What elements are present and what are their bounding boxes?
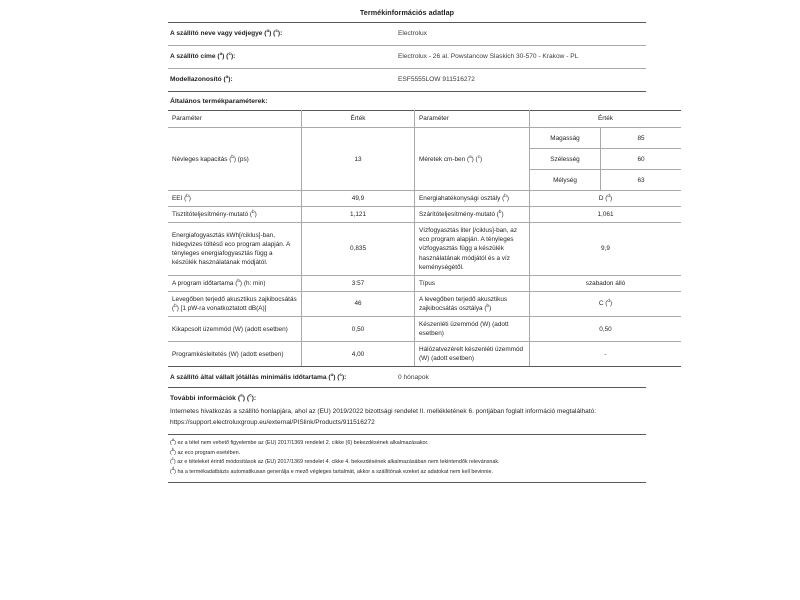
model-identifier-value: ESF5555LOW 911516272 <box>398 75 475 83</box>
cell-delay-start-label: Programkésleltetés (W) (adott esetben) <box>168 342 302 367</box>
supplier-name-label: A szállító neve vagy védjegye ($^a$) ($^c$): <box>170 27 283 37</box>
footnote-ref-b: b <box>504 192 507 198</box>
dimension-label-depth: Mélység <box>530 170 601 191</box>
table-row-capacity-dimensions <box>168 128 681 191</box>
dimension-label-height: Magasság <box>530 128 601 149</box>
footnote-marker-b: b <box>171 446 175 452</box>
footnote-ref-c: c <box>477 153 480 159</box>
table-row-eei-energy-class <box>168 191 681 207</box>
footnote-ref-c: c <box>339 371 342 377</box>
cell-dimensions-label: Méretek cm-ben ($^a$) ($^c$) <box>415 128 530 191</box>
column-header-value-2: Érték <box>530 111 682 128</box>
dimension-row-width <box>530 149 681 170</box>
table-header-row <box>168 111 681 128</box>
footnote-ref-b: b <box>486 302 490 308</box>
footnote-marker-c: c <box>171 456 174 462</box>
footnote-marker-d: d <box>171 465 175 471</box>
cell-type-label: Típus <box>415 275 530 291</box>
column-header-parameter-1: Paraméter <box>168 111 302 128</box>
footnote-ref-d: d <box>607 298 610 304</box>
page-title: Termékinformációs adatlap <box>359 8 455 17</box>
cell-noise-class-value: C ($^d$) <box>530 291 682 316</box>
footnote-d: ($^d$) ha a termékadatbázis automatikusan generálja e mező végleges tartalmát, akkor a szállítónak ezeket az adatokat nem kell bevinnie. <box>170 465 493 475</box>
cell-program-duration-label: A program időtartama ($^b$) (h: min) <box>168 275 302 291</box>
footnote-ref-a: a <box>469 153 472 159</box>
cell-eei-label: EEI ($^b$) <box>168 191 302 207</box>
table-row-noise <box>168 291 681 316</box>
footnote-ref-a: a <box>225 73 229 79</box>
footnote-c: ($^c$) az e tételeket érintő módosítások az (EU) 2017/1369 rendelet 4. cikke 4. bekezdésének alkalmazásában nem tekintendők relevánsnak. <box>170 456 500 466</box>
table-row-cleaning-drying-index <box>168 207 681 223</box>
footnote-ref-a: a <box>266 27 270 33</box>
cell-energy-consumption-value: 0,835 <box>302 223 415 275</box>
footnote-ref-b: b <box>237 277 240 283</box>
dimension-row-height <box>530 128 681 149</box>
cell-water-consumption-value: 9,9 <box>530 223 682 275</box>
footnote-ref-a: a <box>219 50 223 56</box>
footnote-ref-b: b <box>498 209 502 215</box>
footnote-ref-c: c <box>249 393 252 399</box>
dimension-label-width: Szélesség <box>530 149 601 170</box>
cell-off-mode-value: 0,50 <box>302 317 415 342</box>
sheet-content <box>168 0 646 483</box>
warranty-row <box>168 367 646 387</box>
cell-type-value: szabadon álló <box>530 275 682 291</box>
cell-noise-class-label: A levegőben terjedő akusztikus zajkibocsátás osztálya ($^b$) <box>415 291 530 316</box>
cell-off-mode-label: Kikapcsolt üzemmód (W) (adott esetben) <box>168 317 302 342</box>
footnotes-block <box>168 435 646 477</box>
column-header-parameter-2: Paraméter <box>415 111 530 128</box>
footnote-ref-c: c <box>275 27 278 33</box>
cell-water-consumption-label: Vízfogyasztás liter [/ciklus]-ban, az eco program alapján. A tényleges vízfogyasztás függ a készülék használatának módjától és a víz keménységétől. <box>415 223 530 275</box>
cell-networked-standby-value: - <box>530 342 682 367</box>
cell-dimensions-values <box>530 128 682 191</box>
footnote-ref-b: b <box>231 153 234 159</box>
dimensions-subtable <box>530 128 681 190</box>
footnote-ref-b: b <box>174 302 177 308</box>
model-identifier-row <box>168 69 646 91</box>
cell-noise-label: Levegőben terjedő akusztikus zajkibocsátás ($^b$) [1 pW-ra vonatkoztatott dB(A)] <box>168 291 302 316</box>
footnote-ref-d: d <box>607 192 610 198</box>
column-header-value-1: Érték <box>302 111 415 128</box>
cell-networked-standby-label: Hálózatvezérelt készenléti üzemmód (W) (adott esetben) <box>415 342 530 367</box>
supplier-address-value: Electrolux - 26 al. Powstancow Slaskich 30-570 - Krakow - PL <box>398 52 579 60</box>
general-parameters-table <box>168 110 681 367</box>
cell-cleaning-index-value: 1,121 <box>302 207 415 223</box>
dimension-row-depth <box>530 170 681 191</box>
model-identifier-label: Modellazonosító ($^a$): <box>170 73 233 83</box>
supplier-name-row <box>168 23 646 45</box>
supplier-name-value: Electrolux <box>398 29 427 37</box>
table-row-off-standby-mode <box>168 317 681 342</box>
table-row-delay-networked-standby <box>168 342 681 367</box>
footnote-ref-c: c <box>228 50 231 56</box>
warranty-value: 0 hónapok <box>398 373 429 381</box>
footnote-ref-b: b <box>252 209 255 215</box>
table-row-duration-type <box>168 275 681 291</box>
cell-energy-class-label: Energiahatékonysági osztály ($^b$) <box>415 191 530 207</box>
footnote-marker-a: a <box>171 437 175 443</box>
cell-cleaning-index-label: Tisztítóteljesítmény-mutató ($^b$) <box>168 207 302 223</box>
dimension-value-width: 60 <box>601 149 682 170</box>
warranty-label: A szállító által vállalt jótállás minimális időtartama ($^a$) ($^c$): <box>170 371 347 381</box>
further-information-body: Internetes hivatkozás a szállító honlapjára, ahol az (EU) 2019/2022 bizottsági rendelet II. mellékletének 6. pontjában foglalt információ megtalálható: https://support.electroluxgroup.eu/external/PISlink/Products/911516272 <box>170 408 597 426</box>
cell-drying-index-label: Szárítóteljesítmény-mutató ($^b$) <box>415 207 530 223</box>
cell-standby-mode-label: Készenléti üzemmód (W) (adott esetben) <box>415 317 530 342</box>
footnote-ref-a: a <box>240 393 243 399</box>
dimension-value-height: 85 <box>601 128 682 149</box>
footnote-ref-a: a <box>330 371 334 377</box>
cell-rated-capacity-label: Névleges kapacitás ($^b$) (ps) <box>168 128 302 191</box>
footnote-b: ($^b$) az eco program esetében. <box>170 446 241 456</box>
table-row-energy-water-consumption <box>168 223 681 275</box>
cell-energy-consumption-label: Energiafogyasztás kWh[/ciklus]-ban, hidegvizes töltésű eco program alapján. A tényleges energiafogyasztás függ a készülék használatának módjától. <box>168 223 302 275</box>
footnote-ref-b: b <box>186 192 189 198</box>
footnote-a: ($^a$) ez a tétel nem vehető figyelembe az (EU) 2017/1369 rendelet 2. cikke (6) bekezdésének alkalmazásakor. <box>170 437 429 447</box>
dimension-value-depth: 63 <box>637 176 645 184</box>
cell-rated-capacity-value: 13 <box>302 128 415 191</box>
supplier-address-row <box>168 46 646 68</box>
cell-drying-index-value: 1,061 <box>530 207 682 223</box>
general-parameters-heading: Általános termékparaméterek: <box>170 98 268 105</box>
cell-program-duration-value: 3:57 <box>302 275 415 291</box>
cell-noise-value: 46 <box>302 291 415 316</box>
cell-standby-mode-value: 0,50 <box>530 317 682 342</box>
further-information-heading: További információk ($^a$) ($^c$): <box>170 393 257 403</box>
cell-delay-start-value: 4,00 <box>302 342 415 367</box>
bottom-divider <box>168 482 646 483</box>
supplier-address-label: A szállító címe ($^a$) ($^c$): <box>170 50 236 60</box>
cell-energy-class-value: D ($^d$) <box>530 191 682 207</box>
cell-eei-value: 49,9 <box>302 191 415 207</box>
